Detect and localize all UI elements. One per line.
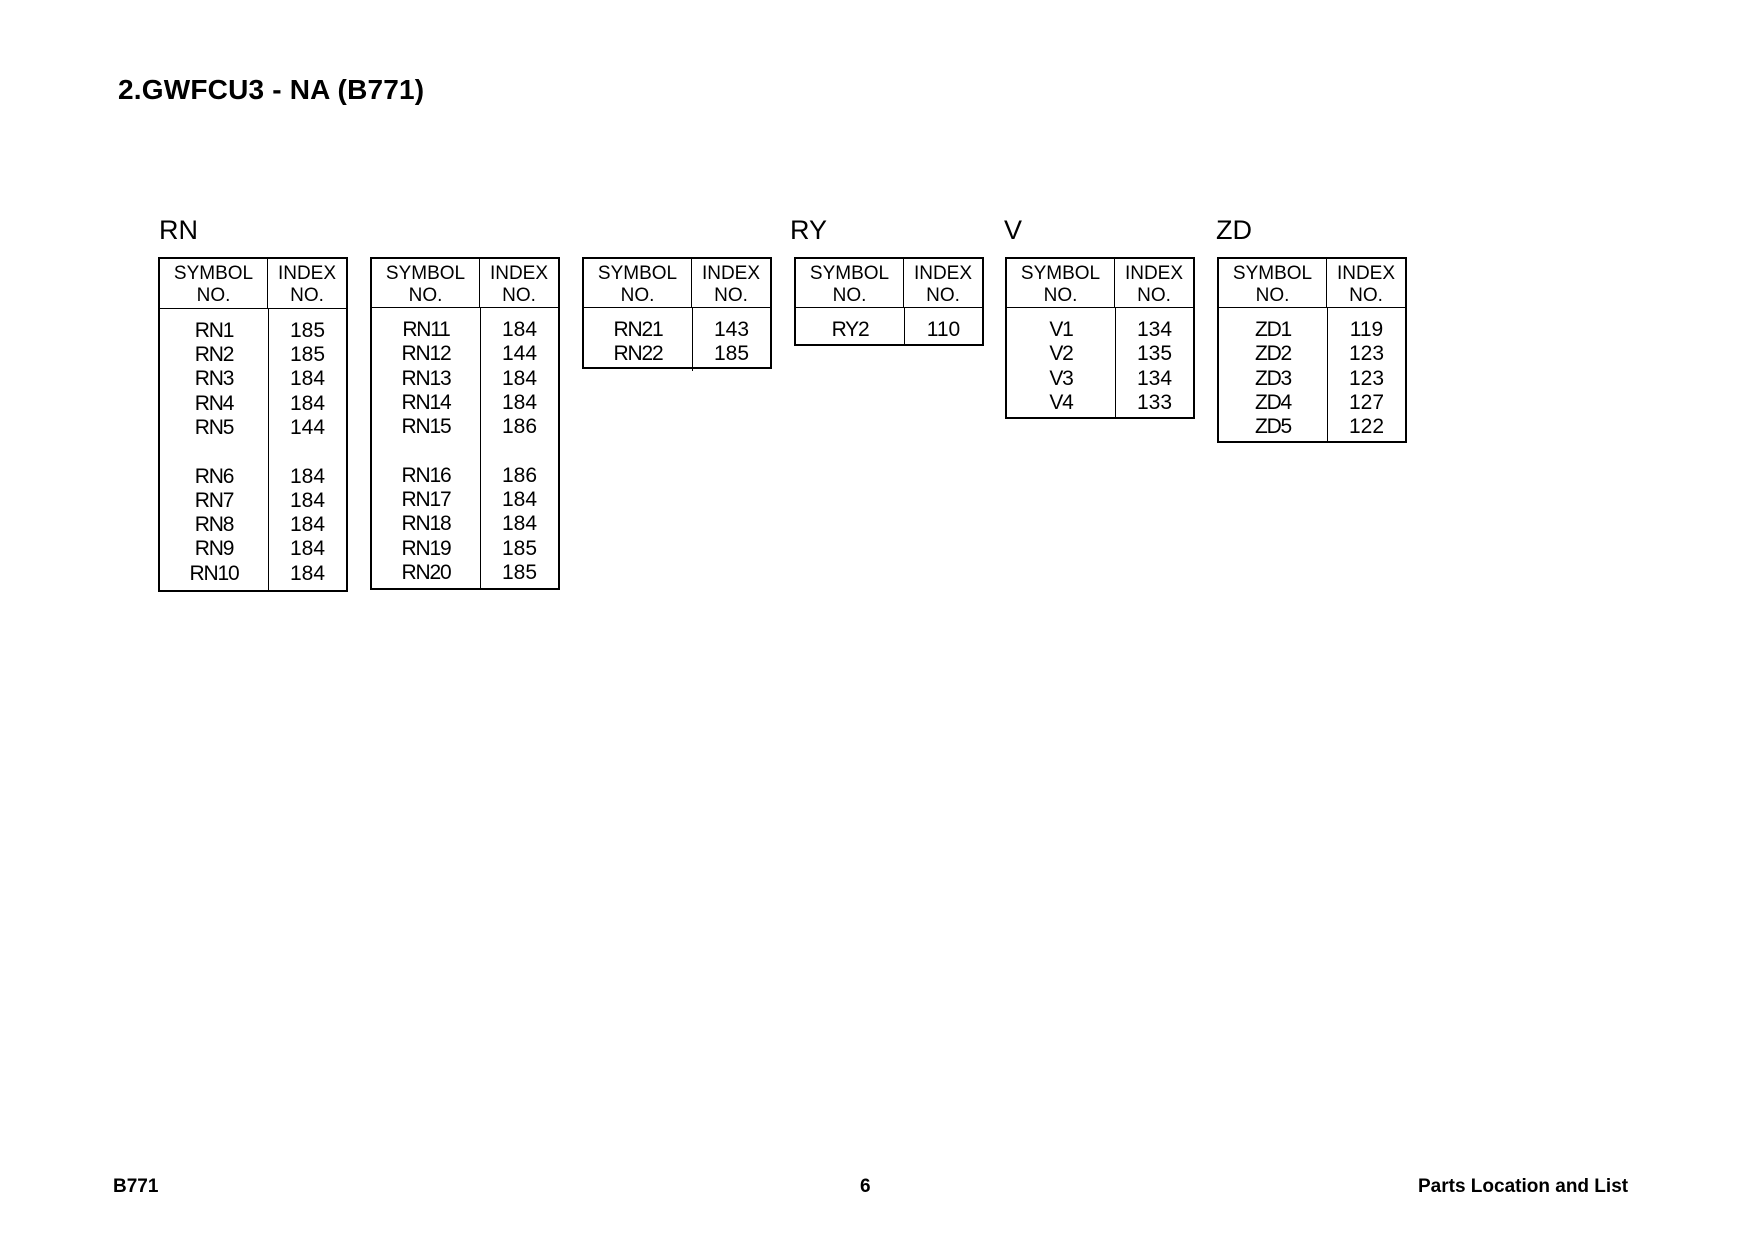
index-no-cell: 185 <box>289 343 326 367</box>
symbol-column <box>1219 308 1328 443</box>
index-no-cell: 186 <box>501 463 538 487</box>
footer-model: B771 <box>113 1176 159 1197</box>
header-text: SYMBOL <box>173 263 254 284</box>
page-title: 2.GWFCU3 - NA (B771) <box>118 74 425 105</box>
index-no-cell: 185 <box>713 342 750 366</box>
index-no-header <box>904 259 982 307</box>
symbol-no-header <box>372 259 480 307</box>
symbol-no-cell: RN3 <box>194 367 234 391</box>
header-text: INDEX <box>489 263 549 284</box>
symbol-no-cell: RN10 <box>189 561 239 585</box>
header-text: SYMBOL <box>597 263 678 284</box>
symbol-column <box>372 308 481 589</box>
index-no-cell: 184 <box>289 488 326 512</box>
index-no-cell: 143 <box>713 318 750 341</box>
symbol-no-header <box>160 259 268 308</box>
symbol-no-cell: ZD5 <box>1254 415 1292 439</box>
footer-section: Parts Location and List <box>1418 1176 1629 1197</box>
table-header <box>1219 259 1405 308</box>
index-no-cell: 184 <box>289 464 326 488</box>
parts-table-v <box>1005 257 1195 419</box>
index-no-cell: 185 <box>501 536 538 560</box>
index-no-cell: 184 <box>289 513 326 537</box>
symbol-no-cell: RN22 <box>613 342 663 366</box>
footer-page-number: 6 <box>860 1176 871 1197</box>
symbol-no-cell: V3 <box>1049 366 1073 390</box>
symbol-no-cell: V2 <box>1049 342 1073 366</box>
index-no-cell: 184 <box>501 512 538 536</box>
parts-table-rn-3 <box>582 257 772 369</box>
index-no-header <box>692 259 770 307</box>
header-text: NO. <box>926 285 960 306</box>
symbol-column <box>584 308 693 371</box>
index-no-cell: 185 <box>289 318 326 342</box>
header-text: SYMBOL <box>1020 263 1101 284</box>
symbol-no-cell: RN21 <box>613 318 663 341</box>
index-no-cell: 134 <box>1136 318 1173 341</box>
index-no-cell: 123 <box>1348 342 1385 366</box>
symbol-no-cell: RN11 <box>402 318 450 341</box>
index-no-cell: 184 <box>289 537 326 561</box>
parts-table-zd <box>1217 257 1407 443</box>
index-no-cell: 119 <box>1349 318 1384 341</box>
symbol-no-header <box>796 259 904 307</box>
index-no-cell: 122 <box>1348 415 1385 439</box>
index-no-cell: 144 <box>501 342 538 366</box>
table-header <box>1007 259 1193 308</box>
index-no-cell: 110 <box>926 318 961 341</box>
index-column <box>1328 308 1405 443</box>
symbol-no-cell: RN5 <box>194 415 234 439</box>
header-text: NO. <box>290 285 324 306</box>
symbol-no-cell: RN7 <box>194 488 234 512</box>
symbol-no-cell: RN9 <box>194 537 234 561</box>
index-no-header <box>268 259 346 308</box>
symbol-no-cell: RN14 <box>401 390 451 414</box>
header-text: INDEX <box>277 263 337 284</box>
header-text: NO. <box>620 285 655 306</box>
index-column <box>693 308 770 371</box>
header-text: NO. <box>832 285 867 306</box>
index-column <box>481 308 558 589</box>
symbol-column <box>796 308 905 346</box>
header-text: INDEX <box>913 263 973 284</box>
header-text: NO. <box>502 285 536 306</box>
group-label-ry: RY <box>790 215 828 245</box>
index-no-cell: 133 <box>1136 390 1173 414</box>
header-text: SYMBOL <box>385 263 466 284</box>
symbol-no-cell: RN12 <box>401 342 451 366</box>
index-no-cell: 184 <box>501 366 538 390</box>
symbol-no-cell: ZD4 <box>1254 390 1292 414</box>
symbol-no-cell: RN6 <box>194 464 234 488</box>
symbol-no-cell: RN4 <box>194 391 234 415</box>
index-no-header <box>1327 259 1405 307</box>
symbol-no-header <box>1007 259 1115 307</box>
index-no-header <box>1115 259 1193 307</box>
index-no-cell: 184 <box>289 391 326 415</box>
parts-table-rn-1 <box>158 257 348 592</box>
header-text: NO. <box>408 285 443 306</box>
symbol-no-cell: RN15 <box>401 415 451 439</box>
symbol-no-cell: ZD2 <box>1254 342 1292 366</box>
index-no-cell: 134 <box>1136 366 1173 390</box>
index-no-cell: 184 <box>289 367 326 391</box>
symbol-no-cell: RN16 <box>401 463 451 487</box>
symbol-no-cell: V4 <box>1049 390 1073 414</box>
header-text: NO. <box>1349 285 1383 306</box>
parts-table-rn-2 <box>370 257 560 590</box>
symbol-no-cell: RN18 <box>401 512 451 536</box>
header-text: INDEX <box>1336 263 1396 284</box>
index-column <box>269 309 346 590</box>
header-text: NO. <box>1043 285 1078 306</box>
header-text: NO. <box>196 285 231 306</box>
index-column <box>1116 308 1193 419</box>
index-no-cell: 144 <box>289 415 326 439</box>
header-text: NO. <box>1137 285 1171 306</box>
index-no-cell: 184 <box>501 318 538 341</box>
header-text: NO. <box>714 285 748 306</box>
group-label-v: V <box>1004 215 1023 245</box>
symbol-no-cell: RY2 <box>831 318 869 341</box>
index-no-header <box>480 259 558 307</box>
symbol-no-cell: ZD3 <box>1254 366 1292 390</box>
parts-table-ry <box>794 257 984 346</box>
symbol-no-cell: RN13 <box>401 366 451 390</box>
index-no-cell: 127 <box>1348 390 1385 414</box>
group-label-rn: RN <box>159 215 198 245</box>
index-no-cell: 123 <box>1348 366 1385 390</box>
symbol-no-header <box>1219 259 1327 307</box>
symbol-no-cell: RN19 <box>401 536 451 560</box>
symbol-no-cell: ZD1 <box>1254 318 1292 341</box>
index-no-cell: 185 <box>501 560 538 584</box>
index-no-cell: 186 <box>501 415 538 439</box>
symbol-no-header <box>584 259 692 307</box>
symbol-no-cell: RN2 <box>194 343 234 367</box>
index-no-cell: 184 <box>501 390 538 414</box>
symbol-no-cell: RN17 <box>401 488 451 512</box>
table-header <box>160 259 346 309</box>
index-column <box>905 308 982 346</box>
table-header <box>796 259 982 308</box>
header-text: INDEX <box>1124 263 1184 284</box>
header-text: NO. <box>1255 285 1290 306</box>
symbol-no-cell: RN20 <box>401 560 451 584</box>
symbol-no-cell: RN8 <box>194 513 234 537</box>
table-header <box>372 259 558 308</box>
index-no-cell: 184 <box>501 488 538 512</box>
symbol-column <box>160 309 269 590</box>
index-no-cell: 135 <box>1136 342 1173 366</box>
symbol-column <box>1007 308 1116 419</box>
header-text: SYMBOL <box>1232 263 1313 284</box>
symbol-no-cell: RN1 <box>194 318 234 342</box>
header-text: INDEX <box>701 263 761 284</box>
header-text: SYMBOL <box>809 263 890 284</box>
index-no-cell: 184 <box>289 561 326 585</box>
symbol-no-cell: V1 <box>1049 318 1073 341</box>
group-label-zd: ZD <box>1216 215 1252 245</box>
table-header <box>584 259 770 308</box>
